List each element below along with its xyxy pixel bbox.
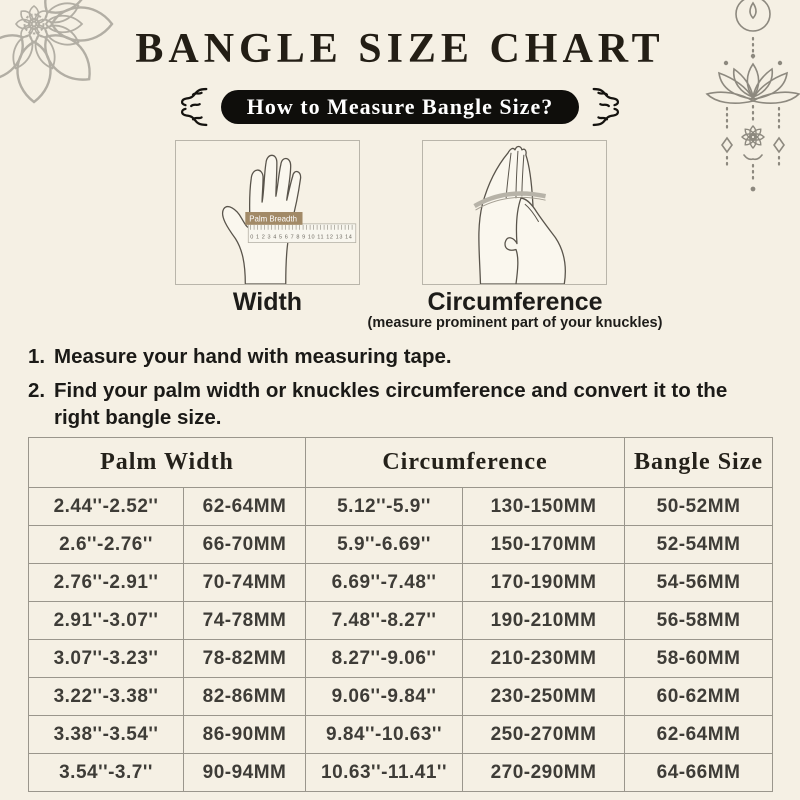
table-cell: 78-82MM [184, 640, 306, 678]
table-cell: 60-62MM [625, 678, 773, 716]
table-cell: 6.69''-7.48'' [306, 564, 463, 602]
instruction-text: Find your palm width or knuckles circumference and convert it to the right bangle size. [54, 379, 728, 429]
size-chart-table [28, 437, 773, 792]
instruction-number: 1. [28, 345, 46, 368]
table-cell: 62-64MM [184, 488, 306, 526]
banner-pill: How to Measure Bangle Size? [221, 90, 579, 124]
table-row [29, 488, 773, 526]
banner-row [0, 85, 800, 129]
ruler-numbers: 0 1 2 3 4 5 6 7 8 9 10 11 12 13 14 [250, 234, 352, 241]
table-cell: 2.76''-2.91'' [29, 564, 184, 602]
table-cell: 90-94MM [184, 754, 306, 792]
table-cell: 230-250MM [463, 678, 625, 716]
table-cell: 74-78MM [184, 602, 306, 640]
header-bangle-size: Bangle Size [625, 438, 773, 488]
instruction-item [28, 377, 773, 431]
table-cell: 250-270MM [463, 716, 625, 754]
table-row [29, 602, 773, 640]
table-cell: 58-60MM [625, 640, 773, 678]
table-cell: 66-70MM [184, 526, 306, 564]
table-cell: 3.38''-3.54'' [29, 716, 184, 754]
instruction-item [28, 343, 773, 370]
width-caption: Width [232, 288, 303, 316]
tape-label: Palm Breadth [249, 214, 297, 224]
table-cell: 9.84''-10.63'' [306, 716, 463, 754]
instruction-number: 2. [28, 379, 46, 402]
table-cell: 210-230MM [463, 640, 625, 678]
circumference-diagram-panel [422, 140, 607, 285]
table-cell: 52-54MM [625, 526, 773, 564]
table-cell: 170-190MM [463, 564, 625, 602]
table-cell: 3.22''-3.38'' [29, 678, 184, 716]
table-cell: 50-52MM [625, 488, 773, 526]
table-row [29, 640, 773, 678]
width-diagram-panel [175, 140, 360, 285]
table-cell: 54-56MM [625, 564, 773, 602]
circumference-caption: Circumference [427, 288, 603, 316]
table-cell: 130-150MM [463, 488, 625, 526]
circumference-note: (measure prominent part of your knuckles) [367, 315, 663, 331]
table-cell: 270-290MM [463, 754, 625, 792]
table-row [29, 716, 773, 754]
table-cell: 64-66MM [625, 754, 773, 792]
size-table-body [29, 488, 773, 792]
table-row [29, 564, 773, 602]
table-cell: 56-58MM [625, 602, 773, 640]
table-cell: 2.91''-3.07'' [29, 602, 184, 640]
header-palm-width: Palm Width [29, 438, 306, 488]
instructions-list [28, 343, 773, 438]
table-cell: 5.12''-5.9'' [306, 488, 463, 526]
table-row [29, 754, 773, 792]
flourish-left-icon [177, 85, 211, 129]
table-cell: 7.48''-8.27'' [306, 602, 463, 640]
table-row [29, 526, 773, 564]
table-cell: 3.07''-3.23'' [29, 640, 184, 678]
table-cell: 8.27''-9.06'' [306, 640, 463, 678]
table-cell: 190-210MM [463, 602, 625, 640]
table-cell: 86-90MM [184, 716, 306, 754]
table-row [29, 678, 773, 716]
table-cell: 82-86MM [184, 678, 306, 716]
table-cell: 3.54''-3.7'' [29, 754, 184, 792]
flourish-right-icon [589, 85, 623, 129]
table-cell: 10.63''-11.41'' [306, 754, 463, 792]
table-cell: 9.06''-9.84'' [306, 678, 463, 716]
hand-circumference-illustration-icon [423, 141, 606, 284]
header-circumference: Circumference [306, 438, 625, 488]
table-cell: 62-64MM [625, 716, 773, 754]
hand-width-illustration-icon [176, 141, 359, 284]
table-header-row [29, 438, 773, 488]
instruction-text: Measure your hand with measuring tape. [54, 345, 452, 368]
table-cell: 2.6''-2.76'' [29, 526, 184, 564]
table-cell: 2.44''-2.52'' [29, 488, 184, 526]
page-title: BANGLE SIZE CHART [135, 26, 665, 72]
table-cell: 5.9''-6.69'' [306, 526, 463, 564]
table-cell: 70-74MM [184, 564, 306, 602]
table-cell: 150-170MM [463, 526, 625, 564]
